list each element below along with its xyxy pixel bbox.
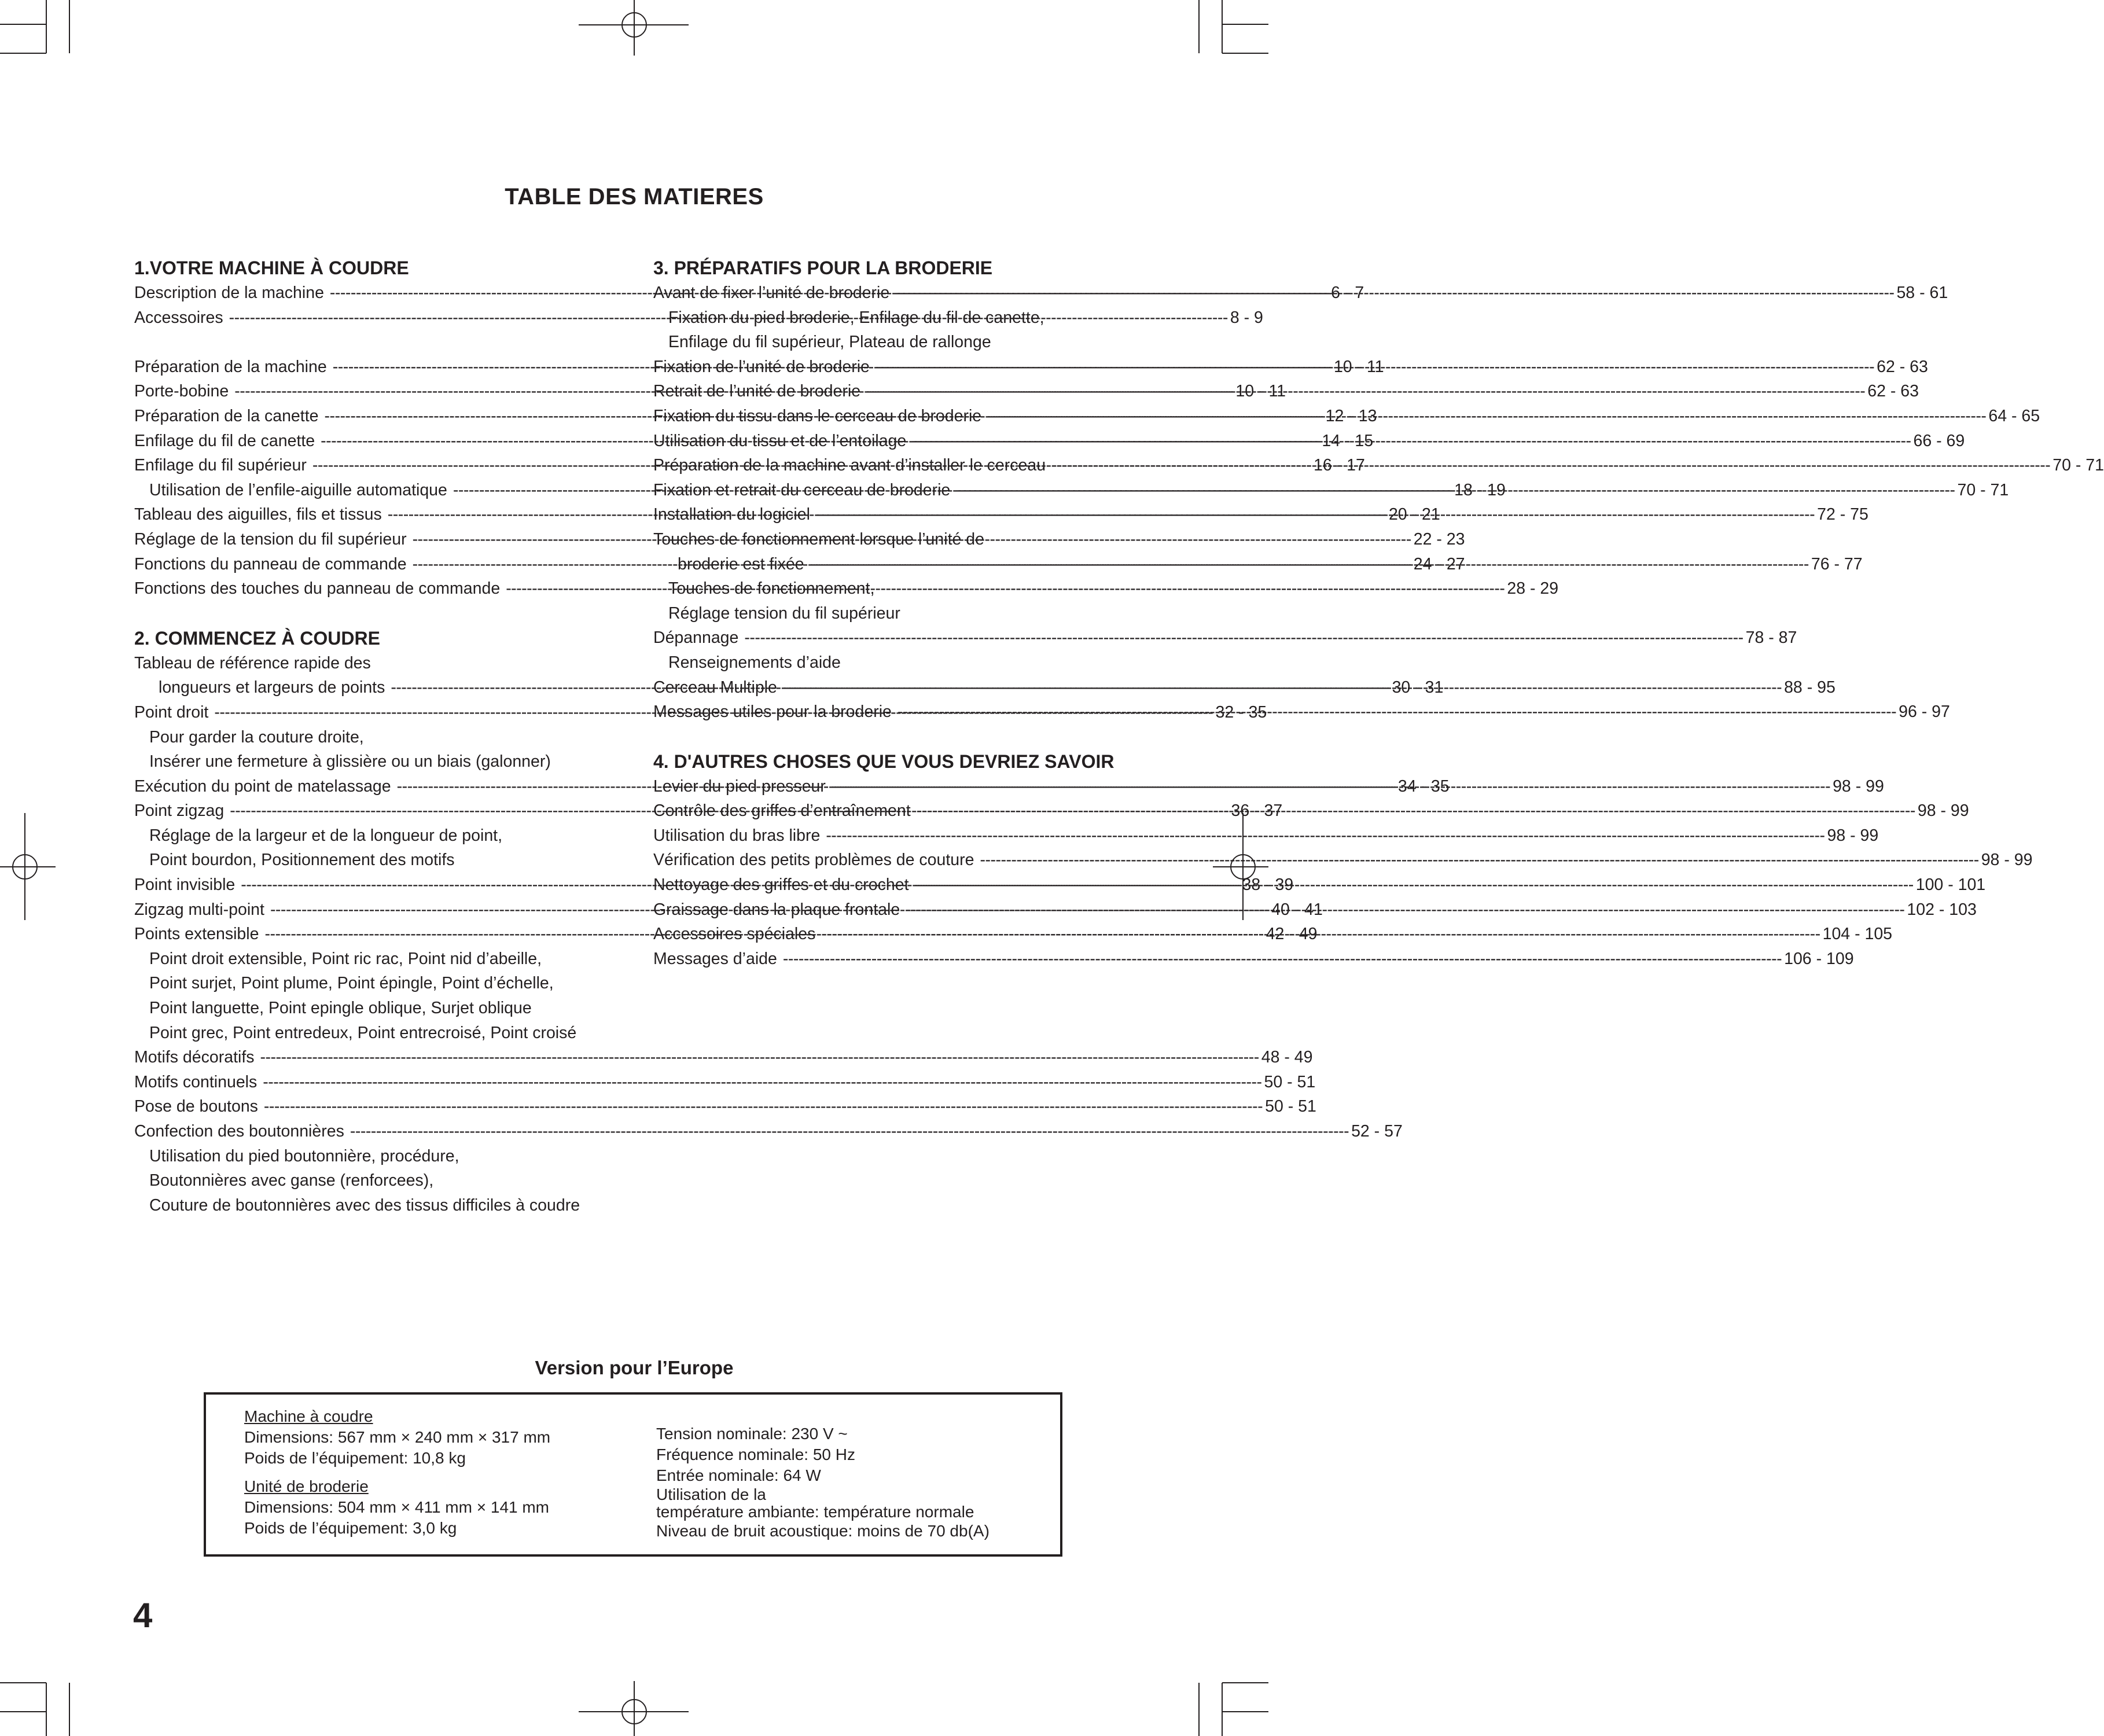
toc-entry: Confection des boutonnières ----- 52 - 57 — [134, 1119, 616, 1144]
spec-left-column — [244, 1406, 550, 1539]
leader-dots — [816, 502, 1815, 527]
machine-weight: Poids de l’équipement: 10,8 kg — [244, 1449, 466, 1467]
toc-entry: Levier du pied presseur ----- 98 - 99 — [653, 774, 1134, 799]
toc-entry: Point droit ----- 32 - 35 — [134, 700, 616, 725]
unit-dimensions: Dimensions: 504 mm × 411 mm × 141 mm — [244, 1498, 550, 1516]
toc-subentry: Insérer une fermeture à glissière ou un biais (galonner) — [149, 752, 551, 771]
toc-entry: longueurs et largeurs de points ----- 30 - 31 — [134, 675, 616, 700]
machine-dimensions: Dimensions: 567 mm × 240 mm × 317 mm — [244, 1428, 551, 1446]
leader-dots — [783, 675, 1782, 700]
version-title: Version pour l’Europe — [535, 1357, 734, 1378]
toc-entry: Fonctions des touches du panneau de commande ----- 28 - 29 — [134, 576, 616, 601]
leader-dots — [917, 799, 1915, 823]
toc-entry: Motifs continuels ----- 50 - 51 — [134, 1070, 616, 1095]
leader-dots — [912, 429, 1911, 454]
toc-subentry: Boutonnières avec ganse (renforcees), — [149, 1171, 434, 1190]
toc-entry: Fixation du tissu dans le cerceau de broderie ----- 64 - 65 — [653, 404, 1134, 429]
toc-entry: Graissage dans la plaque frontale ----- 102 - 103 — [653, 898, 1134, 922]
leader-dots — [744, 626, 1743, 650]
toc-entry: Messages d’aide ----- 106 - 109 — [653, 947, 1134, 972]
toc-entry: Préparation de la machine ----- 10 - 11 — [134, 355, 616, 380]
toc-entry: Vérification des petits problèmes de couture ----- 98 - 99 — [653, 848, 1134, 873]
section-heading: 4. D'AUTRES CHOSES QUE VOUS DEVRIEZ SAVOIR — [653, 751, 1114, 772]
noise-level: Niveau de bruit acoustique: moins de 70 db(A) — [656, 1522, 990, 1540]
toc-entry: Point invisible ----- 38 - 39 — [134, 873, 616, 898]
toc-subentry: Utilisation du pied boutonnière, procédure, — [149, 1146, 459, 1165]
page-number: 4 — [133, 1596, 153, 1635]
leader-dots — [263, 1070, 1261, 1095]
toc-entry: Pose de boutons ----- 50 - 51 — [134, 1094, 616, 1119]
toc-subentry: Enfilage du fil supérieur, Plateau de rallonge — [668, 333, 991, 352]
toc-entry: Retrait de l’unité de broderie ----- 62 - 63 — [653, 379, 1134, 404]
leader-dots — [826, 823, 1825, 848]
toc-entry: Dépannage ----- 78 - 87 — [653, 626, 1134, 650]
toc-entry: Exécution du point de matelassage ----- 34 - 35 — [134, 774, 616, 799]
spacer — [134, 330, 616, 355]
toc-subentry: Pour garder la couture droite, — [149, 727, 364, 746]
leader-dots — [895, 281, 1894, 306]
toc-entry: Fonctions du panneau de commande ----- 24 - 27 — [134, 552, 616, 577]
toc-entry: Zigzag multi-point ----- 40 - 41 — [134, 898, 616, 922]
usage-line-1: Utilisation de la — [656, 1485, 766, 1503]
spec-box — [204, 1392, 1062, 1557]
input-power: Entrée nominale: 64 W — [656, 1466, 821, 1484]
toc-entry: Points extensible ----- 42 - 49 — [134, 922, 616, 947]
toc-entry: Utilisation du tissu et de l’entoilage ----- 66 - 69 — [653, 429, 1134, 454]
toc-entry: Fixation de l’unité de broderie ----- 62 - 63 — [653, 355, 1134, 380]
page-title: TABLE DES MATIERES — [505, 184, 764, 209]
leader-dots — [783, 947, 1782, 972]
toc-entry: Contrôle des griffes d’entraînement ----- 98 - 99 — [653, 799, 1134, 823]
leader-dots — [980, 848, 1978, 873]
toc-subentry: Réglage tension du fil supérieur — [668, 604, 900, 623]
toc-entry: Description de la machine ----- 6 - 7 — [134, 281, 616, 306]
leader-dots — [987, 404, 1986, 429]
unit-weight: Poids de l’équipement: 3,0 kg — [244, 1519, 457, 1537]
leader-dots — [350, 1119, 1349, 1144]
leader-dots — [832, 774, 1830, 799]
usage-line-2: température ambiante: température normale — [656, 1503, 974, 1521]
toc-entry: Messages utiles pour la broderie ----- 96 - 97 — [653, 700, 1134, 724]
toc-subentry: Renseignements d’aide — [668, 653, 841, 672]
toc-entry: Enfilage du fil de canette ----- 14 - 15 — [134, 429, 616, 454]
toc-entry: Nettoyage des griffes et du crochet ----- 100 - 101 — [653, 873, 1134, 898]
toc-subentry: Point droit extensible, Point ric rac, Point nid d’abeille, — [149, 949, 542, 968]
frequency: Fréquence nominale: 50 Hz — [656, 1446, 855, 1463]
toc-entry: Motifs décoratifs ----- 48 - 49 — [134, 1045, 616, 1070]
leader-dots — [897, 700, 1896, 724]
toc-entry: Tableau des aiguilles, fils et tissus ----- 20 - 21 — [134, 502, 616, 527]
toc-entry-text: Touches de fonctionnement lorsque l’unité de — [653, 529, 984, 549]
toc-subentry: Couture de boutonnières avec des tissus difficiles à coudre — [149, 1196, 580, 1215]
toc-entry: Accessoires ----- 8 - 9 — [134, 306, 616, 330]
leader-dots — [1051, 453, 2050, 478]
toc-entry: Préparation de la machine avant d’installer le cerceau ----- 70 - 71 — [653, 453, 1134, 478]
leader-dots — [821, 922, 1820, 947]
toc-entry-text: Tableau de référence rapide des — [134, 653, 371, 672]
section-heading: 2. COMMENCEZ À COUDRE — [134, 627, 380, 649]
toc-entry: Accessoires spéciales ----- 104 - 105 — [653, 922, 1134, 947]
leader-dots — [866, 379, 1865, 404]
unit-heading: Unité de broderie — [244, 1477, 369, 1495]
toc-entry: Préparation de la canette ----- 12 - 13 — [134, 404, 616, 429]
toc-subentry: Point bourdon, Positionnement des motifs — [149, 851, 455, 870]
toc-subentry: Point grec, Point entredeux, Point entrecroisé, Point croisé — [149, 1023, 577, 1042]
toc-entry: Installation du logiciel ----- 72 - 75 — [653, 502, 1134, 527]
spec-right-column — [656, 1424, 990, 1542]
toc-subentry: Réglage de la largeur et de la longueur de point, — [149, 826, 503, 845]
toc-entry: Avant de fixer l’unité de broderie ----- 58 - 61 — [653, 281, 1134, 306]
leader-dots — [915, 873, 1914, 898]
section-heading: 1.VOTRE MACHINE À COUDRE — [134, 258, 409, 278]
toc-entry: Utilisation de l’enfile-aiguille automatique ----- 18 - 19 — [134, 478, 616, 503]
leader-dots — [260, 1045, 1259, 1070]
toc-subentry: Fixation du pied broderie, Enfilage du fil de canette, — [668, 308, 1044, 327]
machine-heading: Machine à coudre — [244, 1407, 373, 1425]
toc-entry: Point zigzag ----- 36 - 37 — [134, 799, 616, 823]
toc-subentry: Touches de fonctionnement, — [668, 579, 875, 598]
leader-dots — [956, 478, 1955, 503]
toc-subentry: Point languette, Point epingle oblique, Surjet oblique — [149, 999, 532, 1018]
toc-entry: Enfilage du fil supérieur ----- 16 - 17 — [134, 453, 616, 478]
toc-entry: Réglage de la tension du fil supérieur ----- 22 - 23 — [134, 527, 616, 552]
voltage: Tension nominale: 230 V ~ — [656, 1425, 848, 1443]
toc-entry: Porte-bobine ----- 10 - 11 — [134, 379, 616, 404]
toc-entry: Utilisation du bras libre ----- 98 - 99 — [653, 823, 1134, 848]
toc-subentry: Point surjet, Point plume, Point épingle, Point d’échelle, — [149, 974, 554, 993]
leader-dots — [264, 1094, 1263, 1119]
toc-entry: Fixation et retrait du cerceau de broderie ----- 70 - 71 — [653, 478, 1134, 503]
leader-dots — [876, 355, 1874, 380]
leader-dots — [810, 552, 1809, 577]
toc-entry: broderie est fixée ----- 76 - 77 — [653, 552, 1134, 577]
leader-dots — [906, 898, 1904, 922]
toc-entry: Cerceau Multiple ----- 88 - 95 — [653, 675, 1134, 700]
section-heading: 3. PRÉPARATIFS POUR LA BRODERIE — [653, 258, 993, 278]
